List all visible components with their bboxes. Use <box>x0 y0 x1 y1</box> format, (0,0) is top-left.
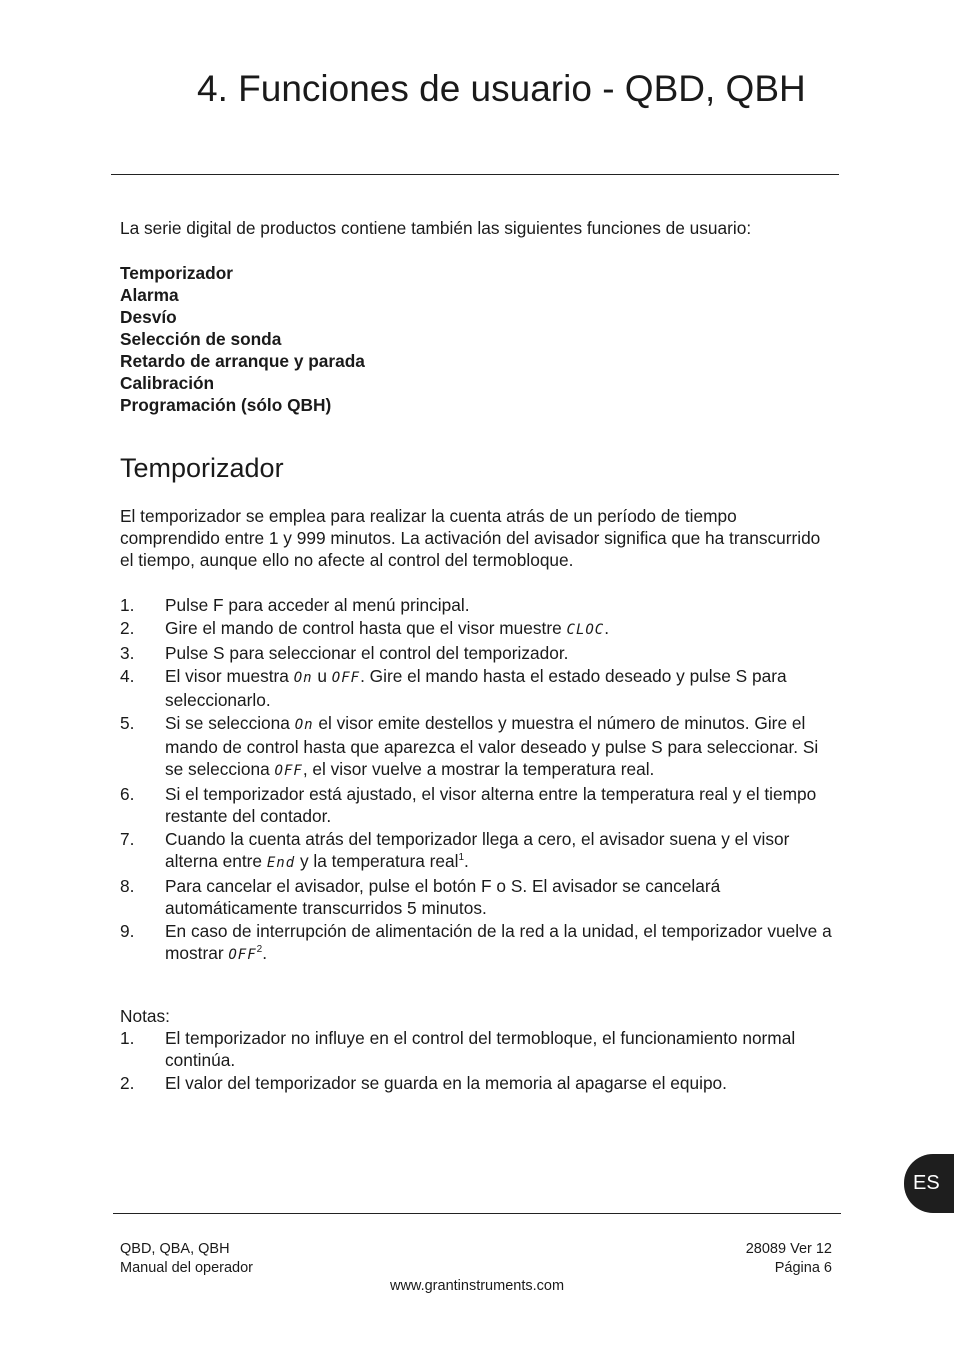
feature-item: Programación (sólo QBH) <box>120 395 332 415</box>
step-item <box>120 617 835 641</box>
feature-list <box>120 262 365 416</box>
footer-right <box>746 1240 832 1278</box>
display-code-off: OFF <box>331 670 361 686</box>
step-number: 4. <box>120 666 135 686</box>
step-item <box>120 594 835 616</box>
step-number: 6. <box>120 784 135 804</box>
step-text: , el visor vuelve a mostrar la temperatura real. <box>302 759 655 779</box>
section-description: El temporizador se emplea para realizar la cuenta atrás de un período de tiempo comprendido entre 1 y 999 minutos. La activación del avisador significa que ha transcurrido el tiempo, aunque ello no afecte al control del termobloque. <box>120 506 821 570</box>
language-tab <box>904 1154 954 1213</box>
step-text: Pulse F para acceder al menú principal. <box>165 595 470 615</box>
feature-item: Temporizador <box>120 263 233 283</box>
step-text: En caso de interrupción de alimentación de la red a la unidad, el temporizador vuelve a mostrar <box>165 921 832 963</box>
notes-list <box>120 1027 835 1095</box>
footer-manual: Manual del operador <box>120 1260 254 1276</box>
step-item <box>120 828 835 874</box>
note-text: El valor del temporizador se guarda en la memoria al apagarse el equipo. <box>165 1073 727 1093</box>
step-number: 7. <box>120 829 135 849</box>
feature-item: Calibración <box>120 373 215 393</box>
footer-divider <box>113 1213 841 1214</box>
step-text: el visor emite destellos y muestra el número de minutos. Gire el mando de control hasta que aparezca el valor deseado y pulse S para seleccionar. Si se selecciona <box>165 713 819 779</box>
step-item <box>120 783 835 827</box>
step-text: . <box>262 943 268 963</box>
note-text: El temporizador no influye en el control del termobloque, el funcionamiento normal continúa. <box>165 1028 796 1070</box>
footer-left <box>120 1240 253 1278</box>
step-item <box>120 642 835 664</box>
feature-item: Selección de sonda <box>120 329 282 349</box>
step-item <box>120 875 835 919</box>
intro-paragraph: La serie digital de productos contiene también las siguientes funciones de usuario: <box>120 218 752 238</box>
step-text: Para cancelar el avisador, pulse el botón F o S. El avisador se cancelará automáticamente transcurridos 5 minutos. <box>165 876 721 918</box>
feature-item: Retardo de arranque y parada <box>120 351 365 371</box>
footer-models: QBD, QBA, QBH <box>120 1241 230 1257</box>
step-number: 2. <box>120 618 135 638</box>
step-text: u <box>312 666 332 686</box>
display-code-off: OFF <box>274 763 303 779</box>
display-code-on: On <box>293 670 313 686</box>
notes-label: Notas: <box>120 1006 170 1026</box>
step-number: 9. <box>120 921 135 941</box>
footer-page-number: Página 6 <box>774 1260 832 1276</box>
step-number: 8. <box>120 876 135 896</box>
step-item <box>120 665 835 711</box>
page-title: 4. Funciones de usuario - QBD, QBH <box>197 68 806 109</box>
note-item <box>120 1027 835 1071</box>
procedure-steps <box>120 594 835 967</box>
step-text: El visor muestra <box>165 666 294 686</box>
step-text: . Gire el mando hasta el estado deseado y pulse S para seleccionarlo. <box>165 666 787 710</box>
display-code-cloc: CLOC <box>566 622 605 638</box>
step-text: . <box>464 851 469 871</box>
footer-url: www.grantinstruments.com <box>389 1278 565 1294</box>
feature-item: Desvío <box>120 307 177 327</box>
step-number: 3. <box>120 643 135 663</box>
footer-doc-version: 28089 Ver 12 <box>745 1241 832 1257</box>
section-heading: Temporizador <box>120 453 284 483</box>
step-text: Cuando la cuenta atrás del temporizador llega a cero, el avisador suena y el visor alterna entre <box>165 829 790 871</box>
footnote-marker: 2 <box>256 944 263 956</box>
note-item <box>120 1072 835 1094</box>
step-number: 5. <box>120 713 135 733</box>
feature-item: Alarma <box>120 285 179 305</box>
step-text: Si el temporizador está ajustado, el visor alterna entre la temperatura real y el tiempo restante del contador. <box>165 784 817 826</box>
step-text: Gire el mando de control hasta que el visor muestre <box>165 618 567 638</box>
footnote-marker: 1 <box>458 852 464 864</box>
step-item <box>120 920 835 966</box>
step-text: . <box>604 618 610 638</box>
step-text: y la temperatura real <box>295 851 459 871</box>
display-code-end: End <box>266 855 296 871</box>
display-code-on: On <box>294 717 314 733</box>
language-tab-label: ES <box>913 1172 940 1194</box>
step-text: Si se selecciona <box>165 713 295 733</box>
step-item <box>120 712 835 782</box>
step-number: 1. <box>120 595 135 615</box>
note-number: 2. <box>120 1073 135 1093</box>
note-number: 1. <box>120 1028 135 1048</box>
step-text: Pulse S para seleccionar el control del temporizador. <box>165 643 569 663</box>
title-divider <box>111 174 839 175</box>
display-code-off: OFF <box>228 947 257 963</box>
